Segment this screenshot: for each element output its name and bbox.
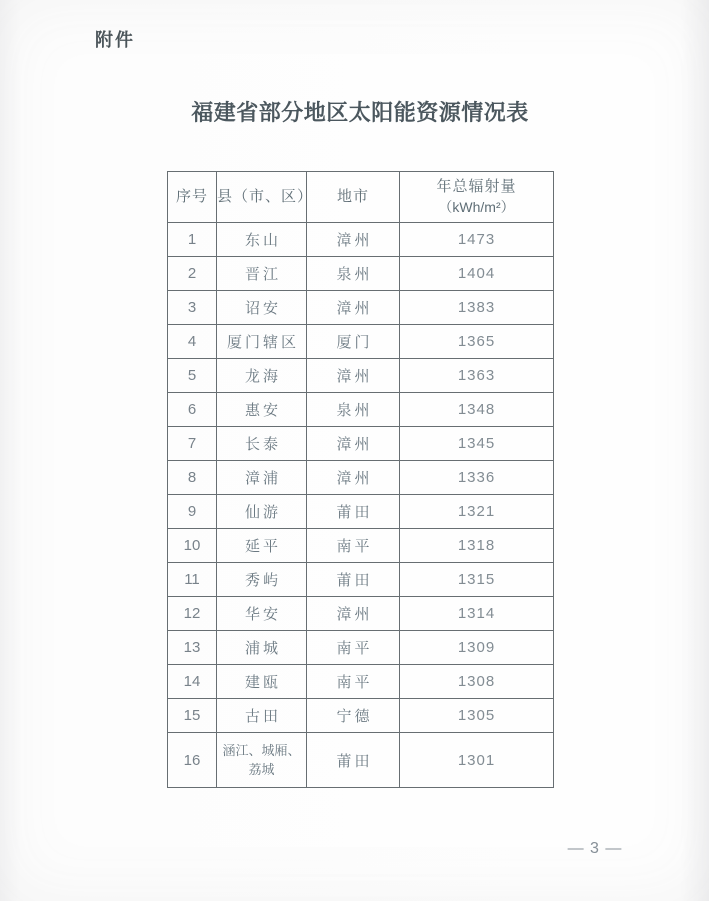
column-header-no: 序号 bbox=[168, 172, 217, 223]
cell-prefecture-name: 漳州 bbox=[307, 427, 400, 461]
cell-county-name: 古田 bbox=[217, 699, 307, 733]
cell-prefecture-name: 漳州 bbox=[307, 359, 400, 393]
table-row bbox=[168, 597, 554, 631]
column-header-radiation-unit: （kWh/m²） bbox=[438, 199, 515, 215]
cell-county-name: 涵江、城厢、荔城 bbox=[217, 733, 307, 788]
table-row bbox=[168, 257, 554, 291]
cell-radiation-value: 1363 bbox=[400, 359, 554, 393]
cell-county-name: 华安 bbox=[217, 597, 307, 631]
table-row bbox=[168, 461, 554, 495]
attachment-label: 附件 bbox=[95, 30, 135, 50]
cell-county-name: 龙海 bbox=[217, 359, 307, 393]
cell-row-number: 14 bbox=[168, 665, 217, 699]
cell-radiation-value: 1318 bbox=[400, 529, 554, 563]
cell-county-name: 晋江 bbox=[217, 257, 307, 291]
cell-radiation-value: 1404 bbox=[400, 257, 554, 291]
cell-radiation-value: 1305 bbox=[400, 699, 554, 733]
cell-prefecture-name: 厦门 bbox=[307, 325, 400, 359]
cell-row-number: 15 bbox=[168, 699, 217, 733]
cell-county-name: 延平 bbox=[217, 529, 307, 563]
cell-county-name: 厦门辖区 bbox=[217, 325, 307, 359]
cell-prefecture-name: 宁德 bbox=[307, 699, 400, 733]
cell-radiation-value: 1383 bbox=[400, 291, 554, 325]
cell-prefecture-name: 漳州 bbox=[307, 597, 400, 631]
table-row bbox=[168, 291, 554, 325]
cell-radiation-value: 1321 bbox=[400, 495, 554, 529]
column-header-county: 县（市、区） bbox=[217, 172, 307, 223]
cell-radiation-value: 1308 bbox=[400, 665, 554, 699]
cell-row-number: 7 bbox=[168, 427, 217, 461]
cell-county-name: 仙游 bbox=[217, 495, 307, 529]
cell-row-number: 13 bbox=[168, 631, 217, 665]
cell-county-name: 浦城 bbox=[217, 631, 307, 665]
table-row bbox=[168, 563, 554, 597]
cell-row-number: 6 bbox=[168, 393, 217, 427]
table-row bbox=[168, 495, 554, 529]
cell-row-number: 12 bbox=[168, 597, 217, 631]
header-row bbox=[168, 172, 554, 223]
column-header-radiation bbox=[400, 172, 554, 223]
table-row bbox=[168, 699, 554, 733]
cell-county-name: 建瓯 bbox=[217, 665, 307, 699]
cell-row-number: 9 bbox=[168, 495, 217, 529]
table-row bbox=[168, 393, 554, 427]
cell-county-name: 秀屿 bbox=[217, 563, 307, 597]
cell-radiation-value: 1473 bbox=[400, 223, 554, 257]
cell-prefecture-name: 漳州 bbox=[307, 291, 400, 325]
cell-prefecture-name: 漳州 bbox=[307, 461, 400, 495]
column-header-radiation-title: 年总辐射量 bbox=[436, 178, 517, 195]
cell-prefecture-name: 莆田 bbox=[307, 563, 400, 597]
table-row bbox=[168, 427, 554, 461]
cell-row-number: 5 bbox=[168, 359, 217, 393]
page-number: — 3 — bbox=[567, 840, 623, 857]
table-row bbox=[168, 529, 554, 563]
table-row bbox=[168, 665, 554, 699]
table-row bbox=[168, 359, 554, 393]
cell-row-number: 3 bbox=[168, 291, 217, 325]
cell-radiation-value: 1365 bbox=[400, 325, 554, 359]
cell-row-number: 11 bbox=[168, 563, 217, 597]
column-header-city: 地市 bbox=[307, 172, 400, 223]
cell-prefecture-name: 泉州 bbox=[307, 393, 400, 427]
cell-row-number: 4 bbox=[168, 325, 217, 359]
cell-row-number: 16 bbox=[168, 733, 217, 788]
cell-prefecture-name: 莆田 bbox=[307, 495, 400, 529]
cell-row-number: 8 bbox=[168, 461, 217, 495]
cell-row-number: 10 bbox=[168, 529, 217, 563]
cell-radiation-value: 1345 bbox=[400, 427, 554, 461]
cell-prefecture-name: 南平 bbox=[307, 665, 400, 699]
cell-county-name: 东山 bbox=[217, 223, 307, 257]
cell-county-name: 漳浦 bbox=[217, 461, 307, 495]
cell-radiation-value: 1314 bbox=[400, 597, 554, 631]
table-row bbox=[168, 733, 554, 788]
cell-row-number: 1 bbox=[168, 223, 217, 257]
cell-county-name: 惠安 bbox=[217, 393, 307, 427]
cell-prefecture-name: 南平 bbox=[307, 529, 400, 563]
solar-resource-table bbox=[167, 171, 554, 788]
cell-radiation-value: 1336 bbox=[400, 461, 554, 495]
cell-prefecture-name: 南平 bbox=[307, 631, 400, 665]
cell-radiation-value: 1301 bbox=[400, 733, 554, 788]
table-row bbox=[168, 325, 554, 359]
table-row bbox=[168, 223, 554, 257]
cell-radiation-value: 1315 bbox=[400, 563, 554, 597]
cell-row-number: 2 bbox=[168, 257, 217, 291]
cell-prefecture-name: 漳州 bbox=[307, 223, 400, 257]
cell-county-name: 诏安 bbox=[217, 291, 307, 325]
cell-prefecture-name: 莆田 bbox=[307, 733, 400, 788]
table-header bbox=[168, 172, 554, 223]
cell-radiation-value: 1309 bbox=[400, 631, 554, 665]
cell-county-name: 长泰 bbox=[217, 427, 307, 461]
cell-radiation-value: 1348 bbox=[400, 393, 554, 427]
table-body bbox=[168, 223, 554, 788]
cell-prefecture-name: 泉州 bbox=[307, 257, 400, 291]
page-title: 福建省部分地区太阳能资源情况表 bbox=[191, 100, 529, 125]
table-row bbox=[168, 631, 554, 665]
